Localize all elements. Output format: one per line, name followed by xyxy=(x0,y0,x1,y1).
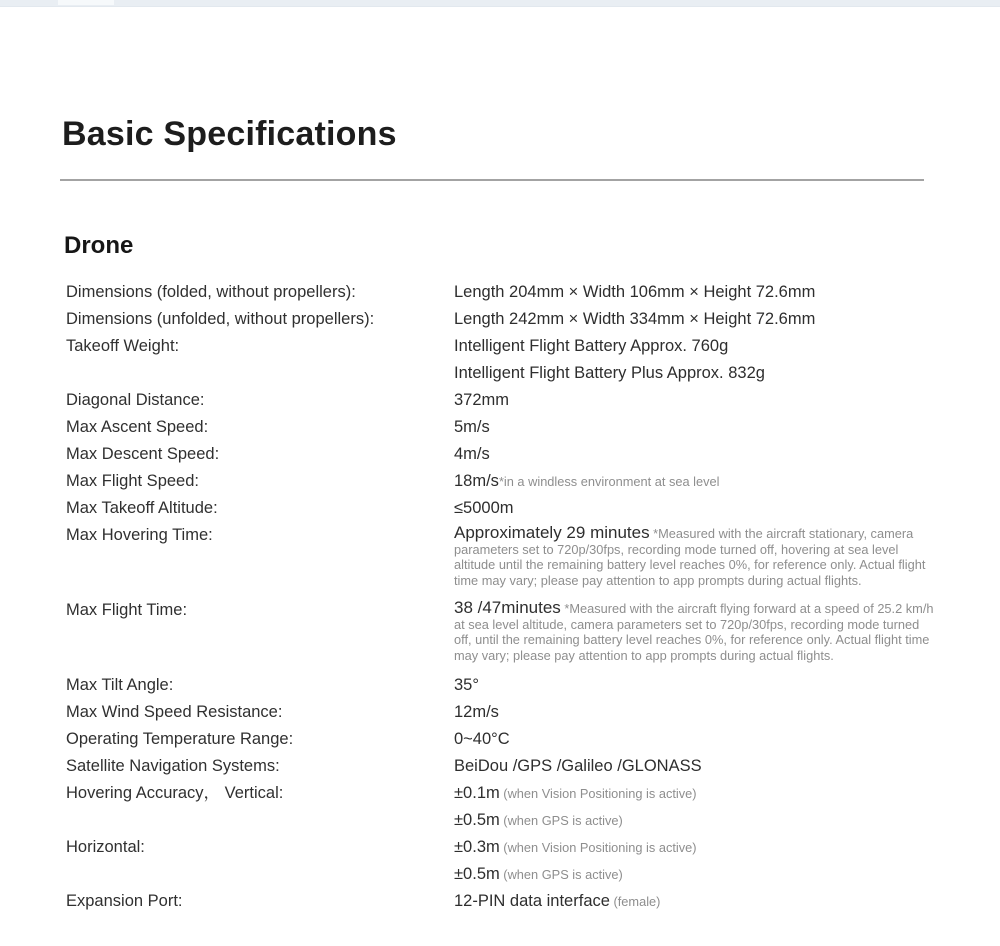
spec-value-line xyxy=(454,861,940,888)
spec-value-line xyxy=(454,387,940,414)
spec-value xyxy=(454,597,940,672)
section-title-drone: Drone xyxy=(64,232,134,259)
spec-label: Dimensions (unfolded, without propellers): xyxy=(66,310,375,328)
spec-row xyxy=(60,753,940,780)
spec-value-note: (female) xyxy=(609,894,661,909)
spec-value xyxy=(454,414,940,441)
spec-label: Max Hovering Time: xyxy=(66,526,213,544)
spec-value-main: ±0.3m xyxy=(454,838,500,856)
spec-value-main: ±0.5m xyxy=(454,865,500,883)
spec-row xyxy=(60,699,940,726)
spec-value-main: ≤5000m xyxy=(454,499,514,517)
spec-row xyxy=(60,441,940,468)
title-divider xyxy=(60,179,924,181)
spec-label: Max Ascent Speed: xyxy=(66,418,209,436)
spec-value xyxy=(454,834,940,888)
spec-value xyxy=(454,726,940,753)
spec-value-main: Intelligent Flight Battery Plus Approx. 832g xyxy=(454,364,765,382)
spec-value-note: *Measured with the aircraft stationary, camera parameters set to 720p/30fps, recording mode turned off, hovering at sea level altitude until the remaining battery level reaches 0%, for reference only. Actual flight time may vary; please pay attention to app prompts during actual flights. xyxy=(454,526,926,588)
spec-value-main: 38 /47minutes xyxy=(454,598,561,617)
spec-value xyxy=(454,672,940,699)
spec-label: Horizontal: xyxy=(66,838,145,856)
spec-value xyxy=(454,753,940,780)
spec-row xyxy=(60,522,940,597)
spec-value-line xyxy=(454,672,940,699)
spec-value xyxy=(454,522,940,597)
spec-label: Max Descent Speed: xyxy=(66,445,220,463)
spec-value-line xyxy=(454,780,940,807)
spec-row xyxy=(60,672,940,699)
spec-label: Max Flight Time: xyxy=(66,601,188,619)
spec-value-main: ±0.1m xyxy=(454,784,500,802)
spec-value-line xyxy=(454,279,940,306)
spec-value-note: *Measured with the aircraft flying forward at a speed of 25.2 km/h at sea level altitude, camera parameters set to 720p/30fps, recording mode turned off, until the remaining battery level reaches 0%, for reference only. Actual flight time may vary; please pay attention to app prompts during actual flights. xyxy=(454,601,934,663)
spec-value xyxy=(454,441,940,468)
spec-value-line xyxy=(454,306,940,333)
spec-value-note: (when Vision Positioning is active) xyxy=(499,840,697,855)
spec-value-note: (when GPS is active) xyxy=(499,813,623,828)
spec-value-line xyxy=(454,333,940,360)
spec-label: Expansion Port: xyxy=(66,892,183,910)
spec-row xyxy=(60,780,940,834)
spec-value-line xyxy=(454,495,940,522)
spec-value-main: ±0.5m xyxy=(454,811,500,829)
spec-value xyxy=(454,780,940,834)
spec-value-main: Length 204mm × Width 106mm × Height 72.6mm xyxy=(454,283,816,301)
spec-value-main: 18m/s xyxy=(454,472,499,490)
spec-value-main: 5m/s xyxy=(454,418,490,436)
spec-label: Max Flight Speed: xyxy=(66,472,199,490)
spec-label: Hovering Accuracy， Vertical: xyxy=(66,784,284,802)
spec-value-main: 372mm xyxy=(454,391,510,409)
spec-label: Dimensions (folded, without propellers): xyxy=(66,283,356,301)
spec-row xyxy=(60,888,940,915)
spec-row xyxy=(60,495,940,522)
spec-value xyxy=(454,888,940,915)
spec-value xyxy=(454,333,940,387)
spec-row xyxy=(60,306,940,333)
spec-row xyxy=(60,726,940,753)
spec-row xyxy=(60,279,940,306)
spec-value-main: 12-PIN data interface xyxy=(454,892,610,910)
spec-label: Max Wind Speed Resistance: xyxy=(66,703,283,721)
spec-value-line xyxy=(454,726,940,753)
spec-value xyxy=(454,387,940,414)
spec-value-main: Approximately 29 minutes xyxy=(454,523,650,542)
spec-value-line xyxy=(454,753,940,780)
spec-label: Takeoff Weight: xyxy=(66,337,180,355)
spec-value-line xyxy=(454,597,940,663)
spec-row xyxy=(60,834,940,888)
spec-value-line xyxy=(454,888,940,915)
spec-row xyxy=(60,468,940,495)
spec-label: Diagonal Distance: xyxy=(66,391,205,409)
spec-value-main: Length 242mm × Width 334mm × Height 72.6mm xyxy=(454,310,816,328)
spec-value-note: *in a windless environment at sea level xyxy=(498,474,720,489)
spec-value xyxy=(454,468,940,495)
spec-value xyxy=(454,279,940,306)
spec-value-line xyxy=(454,807,940,834)
spec-value-main: 4m/s xyxy=(454,445,490,463)
spec-value-line xyxy=(454,468,940,495)
spec-row xyxy=(60,414,940,441)
spec-value xyxy=(454,306,940,333)
spec-value-line xyxy=(454,360,940,387)
spec-value-main: 12m/s xyxy=(454,703,499,721)
spec-label: Max Takeoff Altitude: xyxy=(66,499,218,517)
spec-value-note: (when GPS is active) xyxy=(499,867,623,882)
spec-value-main: Intelligent Flight Battery Approx. 760g xyxy=(454,337,729,355)
spec-value-line xyxy=(454,834,940,861)
spec-value xyxy=(454,699,940,726)
spec-row xyxy=(60,387,940,414)
spec-value-main: 0~40°C xyxy=(454,730,510,748)
spec-row xyxy=(60,597,940,672)
spec-value-note: (when Vision Positioning is active) xyxy=(499,786,697,801)
spec-value-line xyxy=(454,441,940,468)
spec-value-main: 35° xyxy=(454,676,479,694)
spec-value-line xyxy=(454,414,940,441)
spec-label: Max Tilt Angle: xyxy=(66,676,174,694)
spec-value-line xyxy=(454,522,940,588)
spec-value-line xyxy=(454,699,940,726)
spec-label: Satellite Navigation Systems: xyxy=(66,757,280,775)
spec-value xyxy=(454,495,940,522)
spec-label: Operating Temperature Range: xyxy=(66,730,294,748)
spec-table xyxy=(60,279,940,915)
spec-row xyxy=(60,333,940,387)
spec-value-main: BeiDou /GPS /Galileo /GLONASS xyxy=(454,757,702,775)
page-title: Basic Specifications xyxy=(62,115,397,153)
